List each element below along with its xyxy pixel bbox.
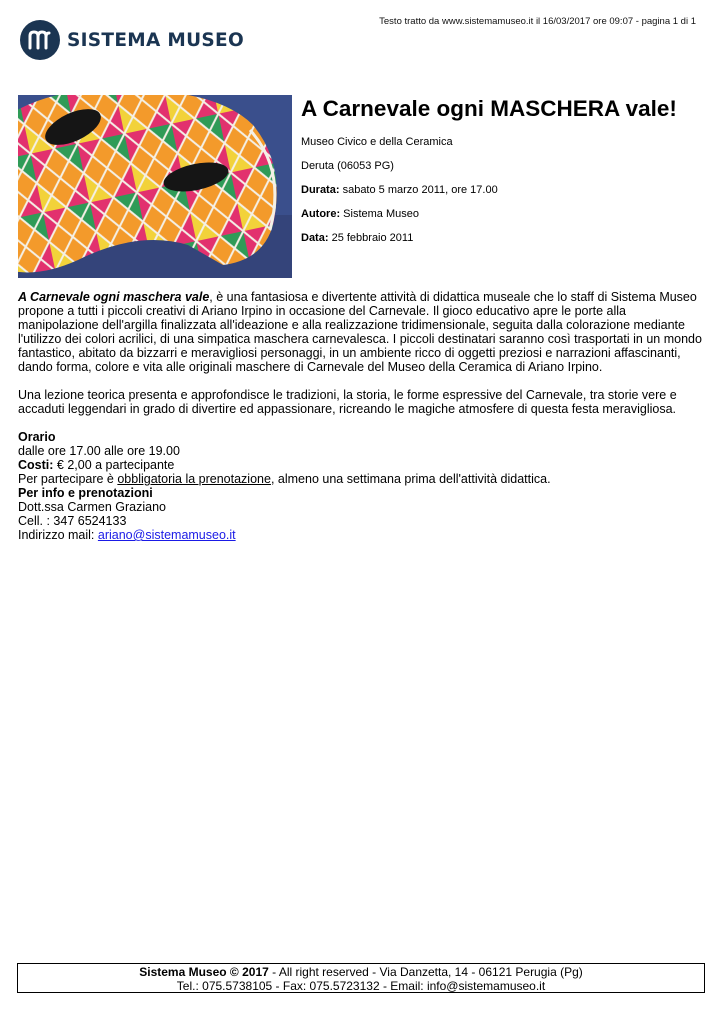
event-author xyxy=(301,208,711,221)
costi-line xyxy=(18,458,708,472)
description-paragraph-2: Una lezione teorica presenta e approfondisce le tradizioni, la storia, le forme espressive del Carnevale, tra storie vere e accaduti leggendari in grado di divertire ed appassionare, ricreando le magiche atmosfere di questa festa meravigliosa. xyxy=(18,388,677,416)
event-location: Deruta (06053 PG) xyxy=(301,160,394,172)
info-label: Per info e prenotazioni xyxy=(18,486,153,500)
event-description xyxy=(18,290,708,542)
prenotazione-line xyxy=(18,472,708,486)
date-label: Data: xyxy=(301,232,329,244)
duration-label: Durata: xyxy=(301,184,340,196)
prenotazione-suffix: , almeno una settimana prima dell'attività didattica. xyxy=(270,472,551,486)
description-paragraph-1 xyxy=(18,290,708,374)
details-block xyxy=(18,430,708,542)
author-value: Sistema Museo xyxy=(343,208,419,220)
event-info xyxy=(301,95,711,256)
costi-value: € 2,00 a partecipante xyxy=(53,458,175,472)
footer-line-2: Tel.: 075.5738105 - Fax: 075.5723132 - Email: info@sistemamuseo.it xyxy=(176,979,546,993)
contact-phone: Cell. : 347 6524133 xyxy=(18,514,127,528)
author-label: Autore: xyxy=(301,208,341,220)
costi-label: Costi: xyxy=(18,458,54,472)
page-footer xyxy=(17,963,705,993)
event-date xyxy=(301,232,711,245)
page-title: A Carnevale ogni MASCHERA vale! xyxy=(301,96,677,121)
footer-address: - All right reserved - Via Danzetta, 14 - 06121 Perugia (Pg) xyxy=(268,965,583,979)
prenotazione-required: obbligatoria la prenotazione xyxy=(117,472,271,486)
footer-copyright: Sistema Museo © 2017 xyxy=(139,965,269,979)
harlequin-mask-image xyxy=(18,95,292,278)
print-header: Testo tratto da www.sistemamuseo.it il 16/03/2017 ore 09:07 - pagina 1 di 1 xyxy=(379,16,696,27)
museum-logo-icon xyxy=(20,20,60,60)
orario-label: Orario xyxy=(18,430,56,444)
mail-label: Indirizzo mail: xyxy=(18,528,98,542)
contact-name: Dott.ssa Carmen Graziano xyxy=(18,500,166,514)
duration-value: sabato 5 marzo 2011, ore 17.00 xyxy=(342,184,498,196)
mail-line xyxy=(18,528,708,542)
lead-title: A Carnevale ogni maschera vale xyxy=(18,290,210,304)
email-link[interactable]: ariano@sistemamuseo.it xyxy=(97,528,236,542)
orario-value: dalle ore 17.00 alle ore 19.00 xyxy=(18,444,180,458)
footer-line-1 xyxy=(18,965,704,979)
prenotazione-prefix: Per partecipare è xyxy=(18,472,118,486)
logo-text: SISTEMA MUSEO xyxy=(67,29,244,51)
date-value: 25 febbraio 2011 xyxy=(331,232,414,244)
paragraph-1-text: , è una fantasiosa e divertente attività di didattica museale che lo staff di Sistema Museo propone a tutti i piccoli creativi di Ariano Irpino in occasione del Carnevale. Il gioco educativo apre le porte alla manipolazione dell'argilla finalizzata all'ideazione e alla realizzazione tridimensionale, seguita dalla colorazione mediante l'utilizzo dei colori acrilici, di una simpatica maschera carnevalesca. I piccoli destinatari saranno così trasportati in un mondo fantastico, abitato da bizzarri e meravigliosi personaggi, in un ambiente ricco di oggetti preziosi e narrazioni affascinanti, dando forma, colore e vita alle originali maschere di Carnevale del Museo della Ceramica di Ariano Irpino. xyxy=(18,290,702,374)
event-venue: Museo Civico e della Ceramica xyxy=(301,136,453,148)
site-logo[interactable] xyxy=(20,20,244,60)
event-duration xyxy=(301,184,711,197)
